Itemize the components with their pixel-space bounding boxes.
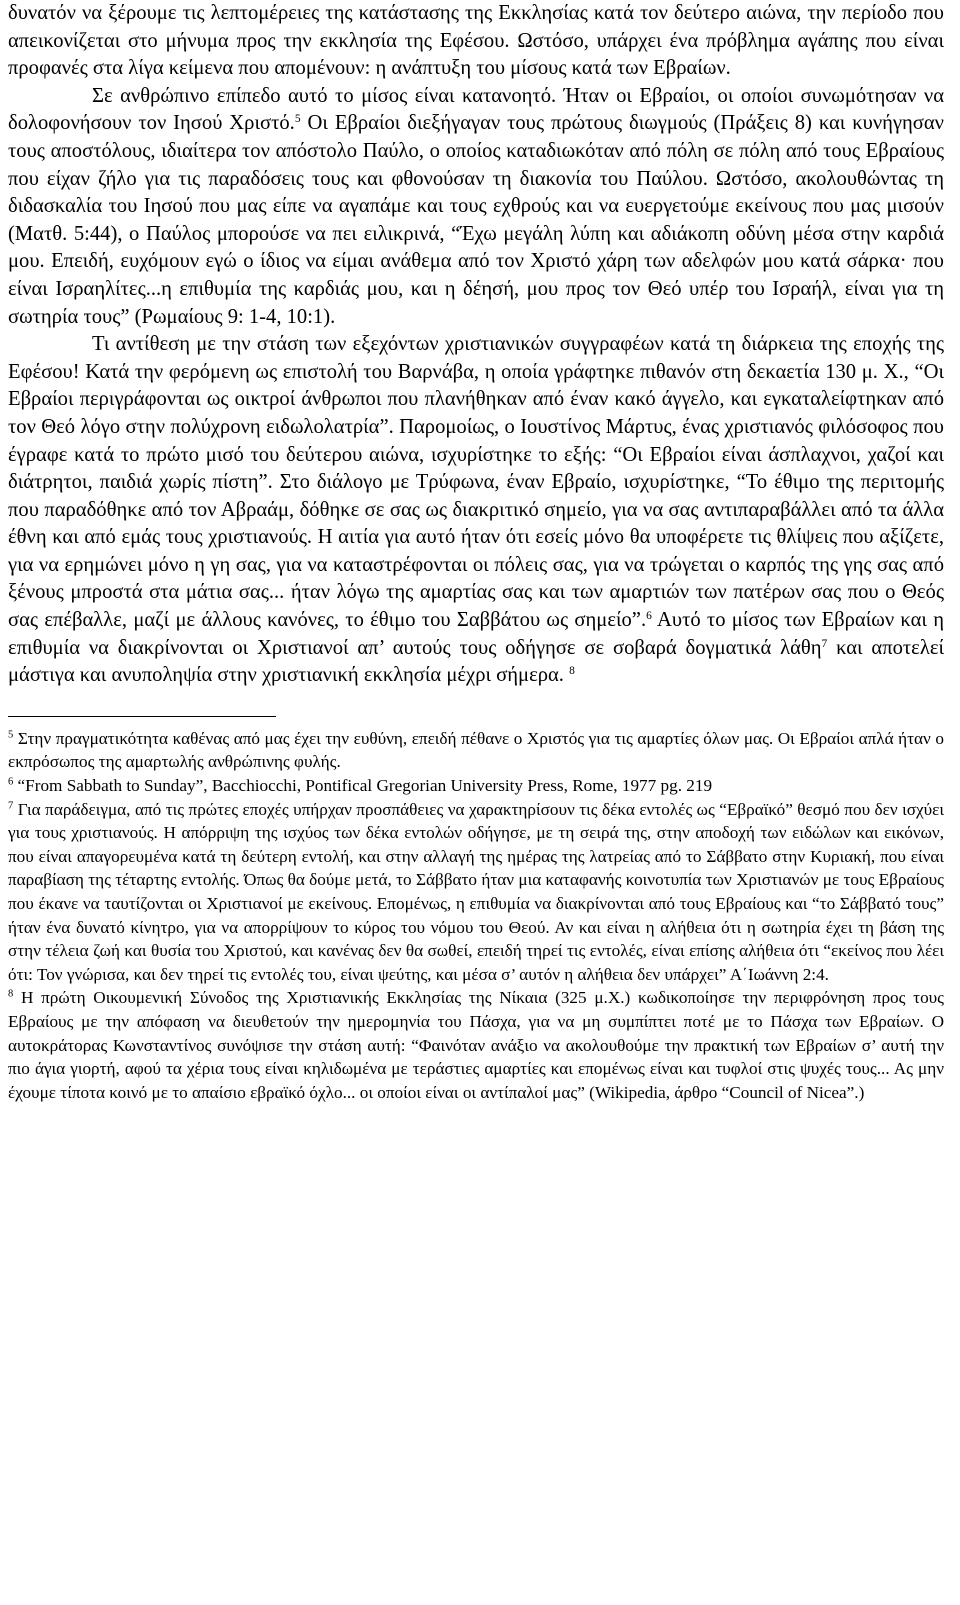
footnote-text: Για παράδειγμα, από τις πρώτες εποχές υπήρχαν προσπάθειες να χαρακτηρίσουν τις δέκα εντολές ως “Εβραϊκό” θεσμό που δεν ισχύει για τους χριστιανούς. Η απόρριψη της ισχύος των δέκα εντολών οδήγησε, με τη σειρά της, στην αποδοχή των ειδώλων και εικόνων, που είναι απαγορευμένα κατά τη δεύτερη εντολή, και στην αλλαγή της ημέρας της λατρείας από το Σάββατο στην Κυριακή, που είναι παραβίαση της τέταρτης εντολής. Όπως θα δούμε μετά, το Σάββατο ήταν μια καταφανής κοινοτυπία των Χριστιανών με τους Εβραίους που έκανε να ταυτίζονται οι Χριστιανοί με εκείνους. Επομένως, η επιθυμία να διακρίνονται από τους Εβραίους και “το Σάββατό τους” ήταν ένα δυνατό κίνητρο, για να απορρίψουν το κύρος του νόμου του Θεού. Αν και είναι η αλήθεια ότι η σωτηρία έχει τη βάση της στην τέλεια ζωή και θυσία του Χριστού, και κανένας δεν θα σωθεί, επειδή τηρεί τις εντολές, είναι επίσης αλήθεια ότι “εκείνος που λέει ότι: Τον γνώρισα, και δεν τηρεί τις εντολές του, είναι ψεύτης, και μέσα σ’ αυτόν η αλήθεια δεν υπάρχει” Α΄Ιωάννη 2:4.	[8, 799, 944, 984]
footnote-ref: 8	[569, 665, 575, 678]
paragraph-text: και αποτελεί μάστιγα και ανυποληψία στην χριστιανική εκκλησία μέχρι σήμερα.	[8, 636, 945, 687]
footnote-text: Στην πραγματικότητα καθένας από μας έχει την ευθύνη, επειδή πέθανε ο Χριστός για τις αμαρτίες όλων μας. Οι Εβραίοι απλά ήταν ο εκπρόσωπος της αμαρτωλής ανθρώπινης φυλής.	[8, 728, 944, 772]
document-page	[8, 0, 944, 1104]
paragraph-text: Αυτό το μίσος των Εβραίων και η επιθυμία να διακρίνονται οι Χριστιανοί απ’ αυτούς τους οδήγησε σε σοβαρά δογματικά λάθη	[8, 609, 944, 659]
footnote-separator	[8, 716, 276, 717]
footnote-text: Η πρώτη Οικουμενική Σύνοδος της Χριστιανικής Εκκλησίας της Νίκαια (325 μ.Χ.) κωδικοποίησε την περιφρόνηση προς τους Εβραίους με την απόφαση να διευθετούν την ημερομηνία του Πάσχα, για να μη συμπίπτει ποτέ με το Πάσχα των Εβραίων. Ο αυτοκράτορας Κωνσταντίνος συνόψισε την στάση αυτή: “Φαινόταν ανάξιο να ακολουθούμε την πρακτική των Εβραίων σ’ αυτή την πιο άγια γιορτή, αφού τα χέρια τους είναι κηλιδωμένα με τεράστιες αμαρτίες και επομένως είναι και τυφλοί στις ψυχές τους... Ας μην έχουμε τίποτα κοινό με το απαίσιο εβραϊκό όχλο... οι οποίοι είναι οι αντίπαλοί μας” (Wikipedia, άρθρο “Council of Nicea”.)	[8, 988, 944, 1102]
footnote	[8, 727, 944, 774]
footnote-ref: 7	[821, 637, 828, 650]
footnote	[8, 986, 944, 1104]
body-text	[8, 0, 944, 690]
footnote-ref: 5	[294, 113, 301, 126]
paragraph	[8, 331, 944, 690]
paragraph-text: Τι αντίθεση με την στάση των εξεχόντων χριστιανικών συγγραφέων κατά τη διάρκεια της εποχής της Εφέσου! Κατά την φερόμενη ως επιστολή του Βαρνάβα, η οποία γράφτηκε πιθανόν στη δεκαετία 130 μ. Χ., “Οι Εβραίοι περιγράφονται ως οικτροί άνθρωποι που πλανήθηκαν από έναν κακό άγγελο, και εγκαταλείφτηκαν από τον Θεό λόγο στην πολύχρονη ειδωλολατρία”. Παρομοίως, ο Ιουστίνος Μάρτυς, ένας χριστιανός φιλόσοφος που έγραφε κατά το πρώτο μισό του δεύτερου αιώνα, ισχυρίστηκε το εξής: “Οι Εβραίοι είναι άσπλαχνοι, χαζοί και διάτρητοι, παιδιά χωρίς πίστη”. Στο διάλογο με Τρύφωνα, έναν Εβραίο, ισχυρίστηκε, “Το έθιμο της περιτομής που παραδόθηκε από τον Αβραάμ, δόθηκε σε σας ως διακριτικό σημείο, για να σας αντιπαραβάλλει από τα άλλα έθνη και από εμάς τους χριστιανούς. Η αιτία για αυτό ήταν ότι εσείς μόνο θα υποφέρετε τις θλίψεις που αξίζετε, για να ερημώνει μόνο η γη σας, για να καταστρέφονται οι πόλεις σας, για να τρώγεται ο καρπός της γης σας από ξένους μπροστά στα μάτια σας... ήταν λόγω της αμαρτίας σας και των αμαρτιών των πατέρων σας που ο Θεός σας επέβαλλε, μαζί με άλλους κανόνες, το έθιμο του Σαββάτου ως σημείο”.	[8, 333, 944, 632]
footnote-number: 5	[8, 729, 14, 741]
footnote-number: 8	[8, 988, 14, 1000]
footnote	[8, 798, 944, 987]
paragraph-text: Σε ανθρώπινο επίπεδο αυτό το μίσος είναι κατανοητό. Ήταν οι Εβραίοι, οι οποίοι συνωμότησαν να δολοφονήσουν τον Ιησού Χριστό.	[8, 84, 944, 135]
footnote-number: 6	[8, 776, 14, 788]
footnote-text: “From Sabbath to Sunday”, Bacchiocchi, Pontifical Gregorian University Press, Rome, 1977 pg. 219	[13, 776, 713, 796]
paragraph	[8, 0, 944, 83]
footnote	[8, 774, 944, 798]
paragraph	[8, 83, 944, 331]
footnote-ref: 6	[646, 609, 652, 622]
footnotes	[8, 727, 944, 1105]
footnote-number: 7	[8, 800, 14, 812]
paragraph-text: Οι Εβραίοι διεξήγαγαν τους πρώτους διωγμούς (Πράξεις 8) και κυνήγησαν τους αποστόλους, ιδιαίτερα τον απόστολο Παύλο, ο οποίος καταδιωκόταν από πόλη σε πόλη από τους Εβραίους που είχαν ζήλο για τις παραδόσεις τους και φθονούσαν τη διακονία του Παύλου. Ωστόσο, ακολουθώντας τη διδασκαλία του Ιησού που μας είπε να αγαπάμε και τους εχθρούς και να ευεργετούμε εκείνους που μας μισούν (Ματθ. 5:44), ο Παύλος μπορούσε να πει ειλικρινά, “Έχω μεγάλη λύπη και αδιάκοπη οδύνη μέσα στην καρδιά μου. Επειδή, ευχόμουν εγώ ο ίδιος να είμαι ανάθεμα από τον Χριστό χάρη των αδελφών μου κατά σάρκα· που είναι Ισραηλίτες...η επιθυμία της καρδιάς μου, και η δέησή, μου προς τον Θεό υπέρ του Ισραήλ, είναι για τη σωτηρία τους” (Ρωμαίους 9: 1-4, 10:1).	[8, 112, 944, 328]
paragraph-text: δυνατόν να ξέρουμε τις λεπτομέρειες της κατάστασης της Εκκλησίας κατά τον δεύτερο αιώνα, την περίοδο που απεικονίζεται στο μήνυμα προς την εκκλησία της Εφέσου. Ωστόσο, υπάρχει ένα πρόβλημα αγάπης που είναι προφανές στα λίγα κείμενα που απομένουν: η ανάπτυξη του μίσους κατά των Εβραίων.	[8, 2, 944, 80]
